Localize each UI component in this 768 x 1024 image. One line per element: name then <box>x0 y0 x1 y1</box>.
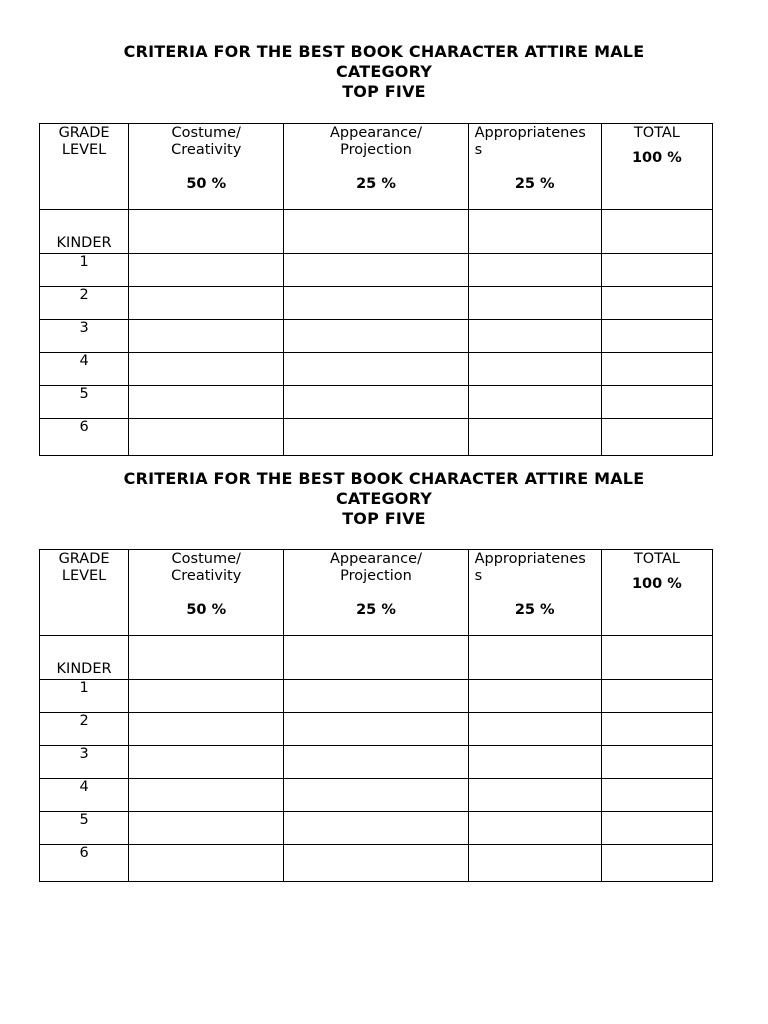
header-costume-pct: 50 % <box>186 602 227 618</box>
criteria-table <box>39 549 713 882</box>
header-appropriateness <box>468 124 601 210</box>
score-cell[interactable] <box>284 210 468 254</box>
score-cell[interactable] <box>284 713 468 746</box>
table-row <box>40 386 713 419</box>
score-cell[interactable] <box>129 287 284 320</box>
score-cell[interactable] <box>284 386 468 419</box>
header-appropriateness-label: Appropriatenes s <box>474 551 586 584</box>
table-row <box>40 812 713 845</box>
score-cell[interactable] <box>129 386 284 419</box>
grade-label: 1 <box>40 254 129 287</box>
score-cell[interactable] <box>601 746 712 779</box>
score-cell[interactable] <box>601 713 712 746</box>
score-cell[interactable] <box>468 680 601 713</box>
score-cell[interactable] <box>284 320 468 353</box>
header-appearance-label: Appearance/ Projection <box>330 551 422 584</box>
score-cell[interactable] <box>284 636 468 680</box>
score-cell[interactable] <box>129 713 284 746</box>
score-cell[interactable] <box>284 746 468 779</box>
score-cell[interactable] <box>601 386 712 419</box>
score-cell[interactable] <box>601 419 712 456</box>
header-appropriateness <box>468 550 601 636</box>
score-cell[interactable] <box>601 636 712 680</box>
score-cell[interactable] <box>468 636 601 680</box>
header-appropriateness-pct: 25 % <box>514 176 555 192</box>
score-cell[interactable] <box>468 287 601 320</box>
heading-line-2: CATEGORY <box>335 489 433 508</box>
grade-label: KINDER <box>40 210 129 254</box>
score-cell[interactable] <box>468 210 601 254</box>
score-cell[interactable] <box>601 812 712 845</box>
grade-label: 6 <box>40 419 129 456</box>
table-row <box>40 254 713 287</box>
header-costume-label: Costume/ Creativity <box>171 551 242 584</box>
score-cell[interactable] <box>129 746 284 779</box>
score-cell[interactable] <box>284 419 468 456</box>
grade-label: 3 <box>40 746 129 779</box>
table-row <box>40 210 713 254</box>
score-cell[interactable] <box>129 419 284 456</box>
heading-line-3: TOP FIVE <box>342 82 426 101</box>
table-row <box>40 419 713 456</box>
header-costume-label: Costume/ Creativity <box>171 125 242 158</box>
score-cell[interactable] <box>129 680 284 713</box>
score-cell[interactable] <box>468 353 601 386</box>
score-cell[interactable] <box>284 353 468 386</box>
heading-line-2: CATEGORY <box>335 62 433 81</box>
heading-line-1: CRITERIA FOR THE BEST BOOK CHARACTER ATTIRE MALE <box>123 42 645 61</box>
header-costume <box>129 550 284 636</box>
table-row <box>40 353 713 386</box>
heading-line-1: CRITERIA FOR THE BEST BOOK CHARACTER ATTIRE MALE <box>123 469 645 488</box>
score-cell[interactable] <box>129 845 284 882</box>
score-cell[interactable] <box>601 680 712 713</box>
header-grade-level <box>40 550 129 636</box>
grade-label: 1 <box>40 680 129 713</box>
table-row <box>40 713 713 746</box>
score-cell[interactable] <box>129 210 284 254</box>
section-heading <box>0 42 768 102</box>
score-cell[interactable] <box>284 812 468 845</box>
score-cell[interactable] <box>129 320 284 353</box>
header-appearance-label: Appearance/ Projection <box>330 125 422 158</box>
table-row <box>40 636 713 680</box>
score-cell[interactable] <box>468 779 601 812</box>
table-row <box>40 287 713 320</box>
score-cell[interactable] <box>601 287 712 320</box>
grade-label: 2 <box>40 287 129 320</box>
grade-label: 4 <box>40 779 129 812</box>
score-cell[interactable] <box>468 845 601 882</box>
score-cell[interactable] <box>284 287 468 320</box>
grade-label: 5 <box>40 812 129 845</box>
score-cell[interactable] <box>468 812 601 845</box>
header-total <box>601 550 712 636</box>
table-row <box>40 845 713 882</box>
score-cell[interactable] <box>468 746 601 779</box>
header-grade-label: GRADE LEVEL <box>58 551 110 584</box>
table-row <box>40 320 713 353</box>
score-cell[interactable] <box>468 419 601 456</box>
criteria-section-2 <box>0 469 768 861</box>
header-total-label: TOTAL <box>633 125 680 141</box>
score-cell[interactable] <box>601 254 712 287</box>
criteria-section-1 <box>0 42 768 435</box>
grade-label: 4 <box>40 353 129 386</box>
section-heading <box>0 469 768 529</box>
grade-label: 2 <box>40 713 129 746</box>
grade-label: 3 <box>40 320 129 353</box>
score-cell[interactable] <box>601 353 712 386</box>
score-cell[interactable] <box>284 779 468 812</box>
score-cell[interactable] <box>468 254 601 287</box>
score-cell[interactable] <box>468 320 601 353</box>
score-cell[interactable] <box>284 845 468 882</box>
header-appearance-pct: 25 % <box>356 176 396 192</box>
score-cell[interactable] <box>601 779 712 812</box>
header-appearance <box>284 550 468 636</box>
grade-label: KINDER <box>40 636 129 680</box>
header-appearance <box>284 124 468 210</box>
score-cell[interactable] <box>601 210 712 254</box>
header-costume-pct: 50 % <box>186 176 227 192</box>
score-cell[interactable] <box>284 680 468 713</box>
table-row <box>40 746 713 779</box>
header-grade-level <box>40 124 129 210</box>
score-cell[interactable] <box>129 353 284 386</box>
header-total <box>601 124 712 210</box>
header-row <box>40 124 713 210</box>
header-appearance-pct: 25 % <box>356 602 396 618</box>
score-cell[interactable] <box>129 812 284 845</box>
header-total-pct: 100 % <box>631 150 682 166</box>
score-cell[interactable] <box>129 254 284 287</box>
table-row <box>40 680 713 713</box>
header-appropriateness-pct: 25 % <box>514 602 555 618</box>
table-row <box>40 779 713 812</box>
score-cell[interactable] <box>129 779 284 812</box>
header-row <box>40 550 713 636</box>
header-total-label: TOTAL <box>633 551 680 567</box>
score-cell[interactable] <box>468 386 601 419</box>
score-cell[interactable] <box>468 713 601 746</box>
grade-label: 6 <box>40 845 129 882</box>
heading-line-3: TOP FIVE <box>342 509 426 528</box>
header-costume <box>129 124 284 210</box>
score-cell[interactable] <box>129 636 284 680</box>
criteria-table <box>39 123 713 456</box>
header-appropriateness-label: Appropriatenes s <box>474 125 586 158</box>
score-cell[interactable] <box>284 254 468 287</box>
header-grade-label: GRADE LEVEL <box>58 125 110 158</box>
grade-label: 5 <box>40 386 129 419</box>
header-total-pct: 100 % <box>631 576 682 592</box>
score-cell[interactable] <box>601 320 712 353</box>
score-cell[interactable] <box>601 845 712 882</box>
